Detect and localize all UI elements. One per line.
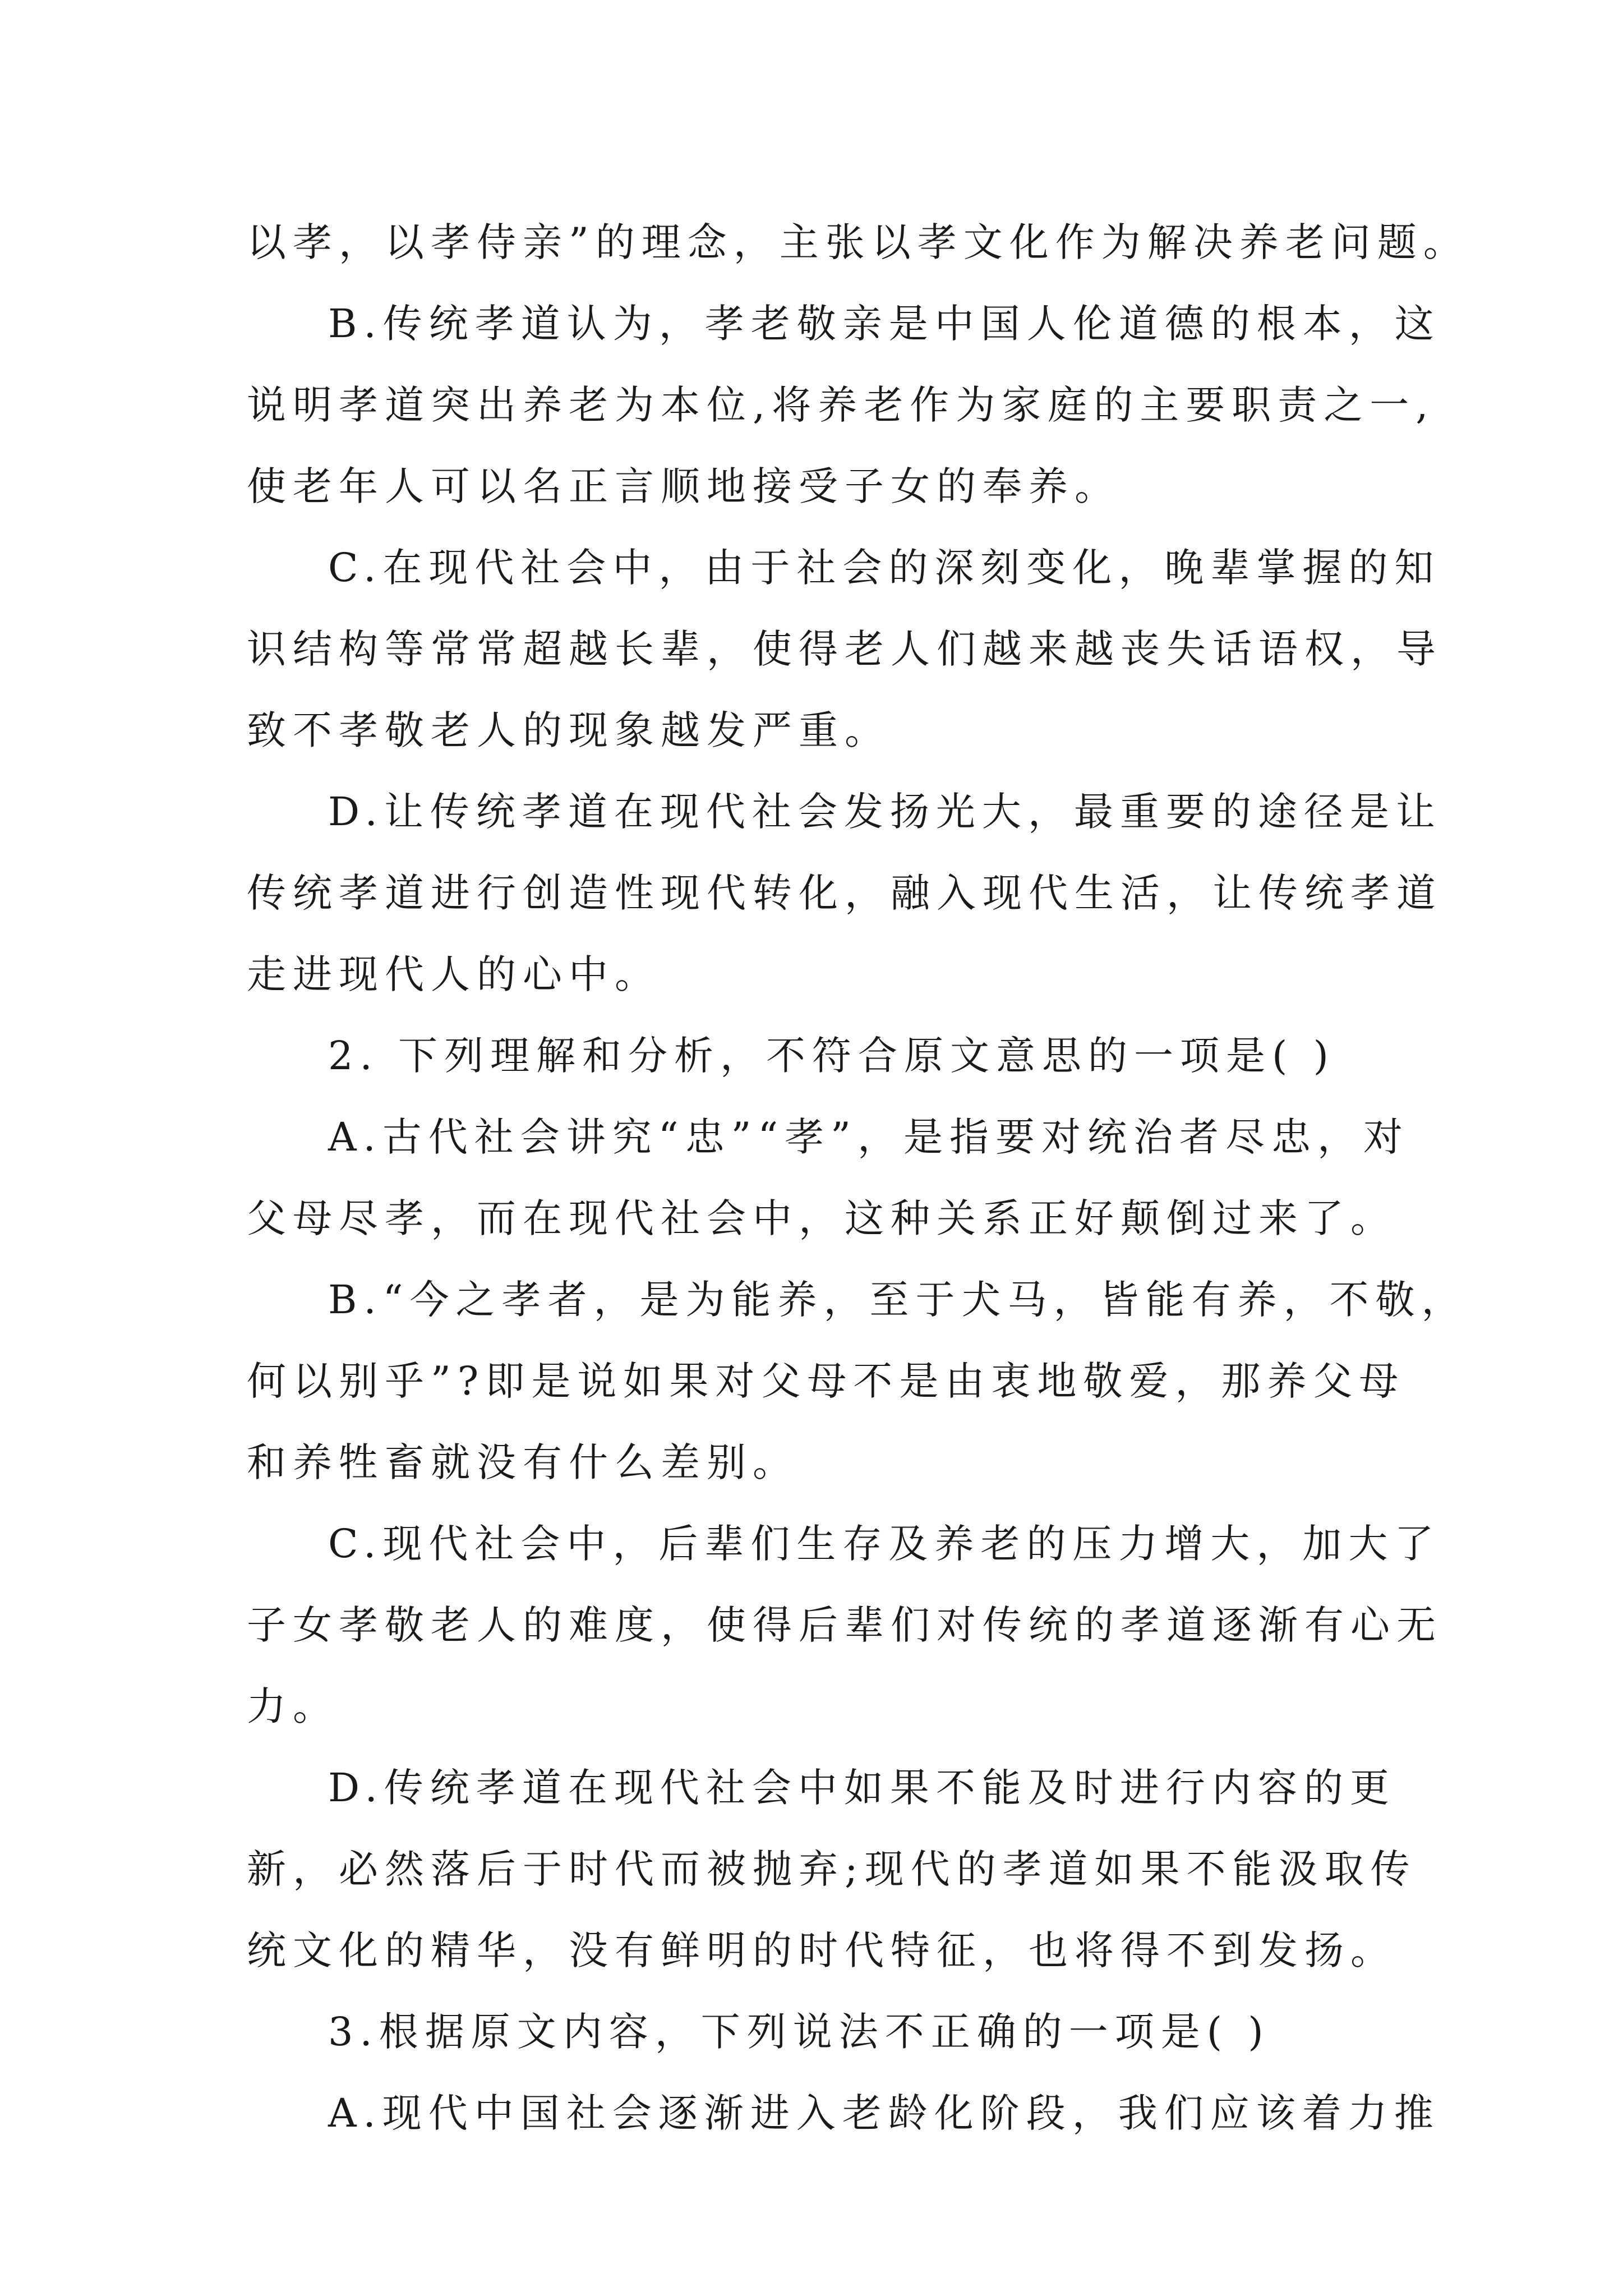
text-line: 使老年人可以名正言顺地接受子女的奉养。 [247,463,1121,509]
question-3-title: 3.根据原文内容，下列说法不正确的一项是( ) [328,2009,1270,2055]
text-line: 以孝，以孝侍亲”的理念，主张以孝文化作为解决养老问题。 [247,219,1469,265]
text-line: 新，必然落后于时代而被抛弃;现代的孝道如果不能汲取传 [247,1846,1417,1892]
option-a-text: A.现代中国社会逐渐进入老龄化阶段，我们应该着力推 [328,2090,1440,2136]
text-line: 和养牲畜就没有什么差别。 [247,1439,799,1485]
text-line: 父母尽孝，而在现代社会中，这种关系正好颠倒过来了。 [247,1195,1396,1241]
text-line: 传统孝道进行创造性现代转化，融入现代生活，让传统孝道 [247,870,1442,916]
option-a-text: A.古代社会讲究“忠”“孝”，是指要对统治者尽忠，对 [328,1114,1409,1160]
option-b-text: B.传统孝道认为，孝老敬亲是中国人伦道德的根本，这 [328,301,1441,347]
option-b-text: B.“今之孝者，是为能养，至于犬马，皆能有养，不敬， [328,1277,1468,1323]
option-d-text: D.传统孝道在现代社会中如果不能及时进行内容的更 [328,1765,1396,1811]
option-d-text: D.让传统孝道在现代社会发扬光大，最重要的途径是让 [328,789,1442,835]
text-line: 识结构等常常超越长辈，使得老人们越来越丧失话语权，导 [247,626,1442,672]
text-line: 子女孝敬老人的难度，使得后辈们对传统的孝道逐渐有心无 [247,1602,1442,1648]
text-line: 力。 [247,1683,339,1729]
option-c-text: C.在现代社会中，由于社会的深刻变化，晚辈掌握的知 [328,545,1441,591]
text-line: 说明孝道突出养老为本位,将养老作为家庭的主要职责之一, [247,382,1435,428]
text-line: 走进现代人的心中。 [247,951,661,997]
text-line: 致不孝敬老人的现象越发严重。 [247,707,891,753]
text-line: 统文化的精华，没有鲜明的时代特征，也将得不到发扬。 [247,1927,1396,1973]
text-line: 何以别乎”?即是说如果对父母不是由衷地敬爱，那养父母 [247,1358,1405,1404]
option-c-text: C.现代社会中，后辈们生存及养老的压力增大，加大了 [328,1521,1441,1567]
question-2-title: 2. 下列理解和分析，不符合原文意思的一项是( ) [328,1033,1335,1079]
